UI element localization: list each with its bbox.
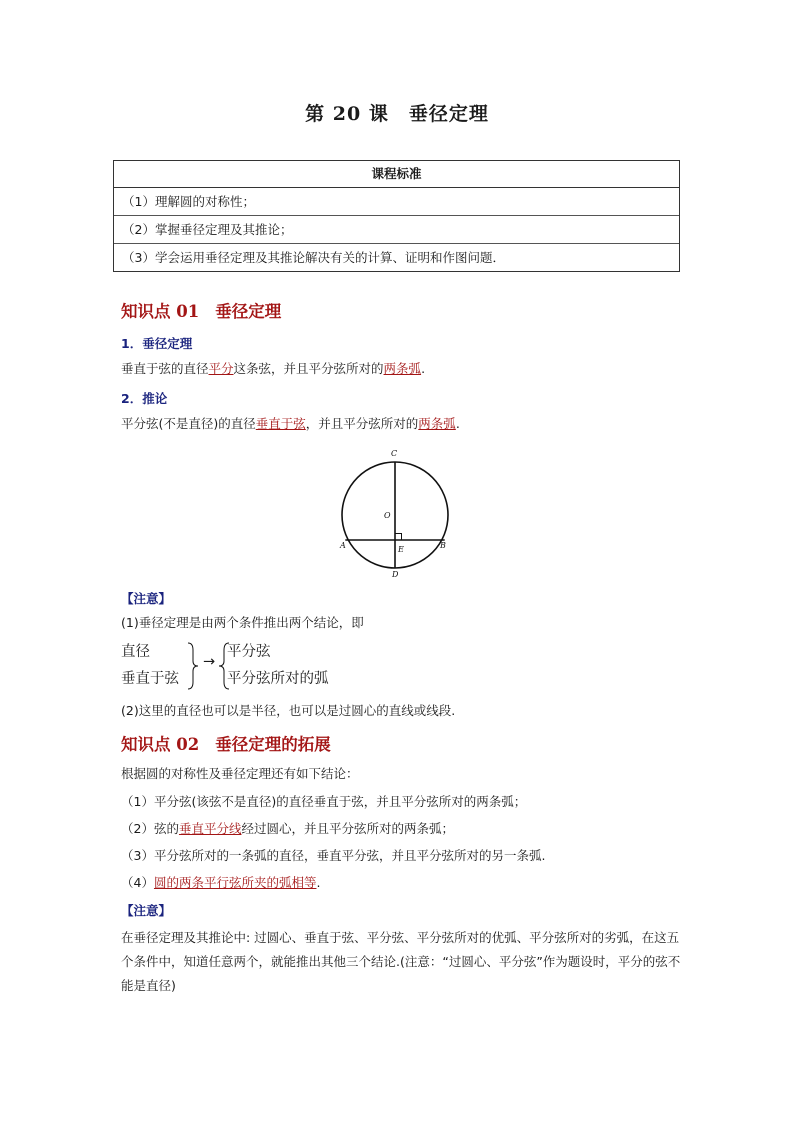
highlight-text: 两条弧 [383,361,422,376]
label-b: B [440,541,446,550]
highlight-text: 平分 [208,361,234,376]
extension-item-2: （2）弦的垂直平分线经过圆心，并且平分弦所对的两条弧； [121,821,454,836]
note-label: 【注意】 [121,591,172,606]
result-bisect-arcs: 平分弦所对的弧 [227,671,329,687]
section-title: 垂径定理 [215,302,282,321]
extension-intro: 根据圆的对称性及垂径定理还有如下结论： [121,766,359,781]
standard-item: （1）理解圆的对称性； [122,194,255,209]
label-e: E [398,545,404,554]
right-brace-icon [187,642,199,690]
standards-header: 课程标准 [114,161,679,188]
extension-item-4: （4）圆的两条平行弦所夹的弧相等. [121,875,321,890]
extension-item-1: （1）平分弦(该弦不是直径)的直径垂直于弦，并且平分弦所对的两条弧； [121,794,527,809]
note-paragraph: 在垂径定理及其推论中: 过圆心、垂直于弦、平分弦、平分弦所对的优弧、平分弦所对的劣弧，在这五个条件中，知道任意两个，就能推出其他三个结论.(注意：“过圆心、平分弦”作为题设时，平分的弦不能是直径) [121,930,681,993]
condition-perpendicular: 垂直于弦 [121,671,179,687]
subheading-theorem: 1．垂径定理 [121,336,193,351]
extension-item-3: （3）平分弦所对的一条弧的直径，垂直平分弦，并且平分弦所对的另一条弧. [121,848,546,863]
circle-diagram [330,445,460,585]
highlight-text: 圆的两条平行弦所夹的弧相等 [153,875,317,890]
note-label-2: 【注意】 [121,903,172,918]
highlight-text: 两条弧 [418,416,456,431]
label-a: A [340,541,346,550]
subheading-corollary: 2．推论 [121,391,168,406]
section-title: 垂径定理的拓展 [215,735,331,754]
logic-diagram [121,640,361,696]
section-number: 知识点 01 [121,302,200,321]
theorem-statement: 垂直于弦的直径平分这条弦，并且平分弦所对的两条弧. [121,361,426,376]
corollary-statement: 平分弦(不是直径)的直径垂直于弦，并且平分弦所对的两条弧. [121,416,460,431]
standard-item: （2）掌握垂径定理及其推论； [114,215,679,243]
right-angle-mark [395,534,402,541]
section-heading-1 [121,298,281,322]
result-bisect-chord: 平分弦 [227,644,271,660]
label-o: O [384,511,391,520]
highlight-text: 垂直平分线 [178,821,242,836]
standard-item: （3）学会运用垂径定理及其推论解决有关的计算、证明和作图问题． [114,243,679,271]
section-heading-2 [121,731,331,755]
label-d: D [392,570,399,579]
highlight-text: 垂直于弦 [255,416,306,431]
note-text-1: (1)垂径定理是由两个条件推出两个结论，即 [121,615,364,630]
implies-arrow: → [203,654,216,670]
condition-diameter: 直径 [121,644,150,660]
note-text-2: (2)这里的直径也可以是半径，也可以是过圆心的直线或线段. [121,703,456,718]
course-standards-table [113,160,680,272]
page-title: 第 20 课 垂径定理 [305,103,489,125]
label-c: C [391,449,398,458]
section-number: 知识点 02 [121,735,200,754]
